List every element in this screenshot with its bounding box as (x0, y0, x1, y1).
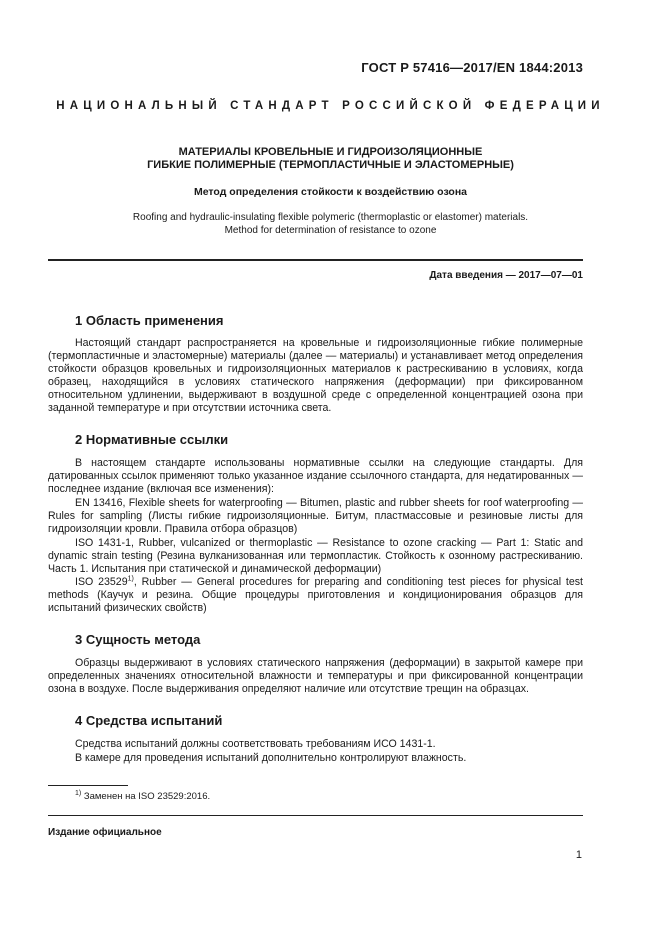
section-1-heading: 1 Область применения (75, 313, 224, 328)
title-line-1: МАТЕРИАЛЫ КРОВЕЛЬНЫЕ И ГИДРОИЗОЛЯЦИОННЫЕ (178, 146, 483, 158)
title-line-2: ГИБКИЕ ПОЛИМЕРНЫЕ (ТЕРМОПЛАСТИЧНЫЕ И ЭЛАСТОМЕРНЫЕ) (147, 159, 514, 171)
reference-iso-23529 (48, 576, 583, 615)
title-divider (48, 259, 583, 261)
reference-iso-23529-code: ISO 23529 (75, 576, 128, 588)
footnote-marker: 1) (127, 575, 134, 583)
page-number: 1 (575, 849, 582, 861)
section-3-paragraph: Образцы выдерживают в условиях статического напряжения (деформации) в закрытой камере при определенных значениях относительной влажности и температуры и при фиксированной концентрации озона в воздухе. После выдерживания определяют наличие или отсутствие трещин на образцах. (48, 657, 583, 696)
footnote-mark: 1) (75, 789, 82, 797)
section-4-paragraph-1: Средства испытаний должны соответствовать требованиям ИСО 1431-1. (75, 738, 436, 750)
reference-en-13416: EN 13416, Flexible sheets for waterproofing — Bitumen, plastic and rubber sheets for roof waterproofing — Rules for sampling (Листы гибкие гидроизоляционные. Битум, пластмассовые и резиновые листы для гидроизоляции кровли. Правила отбора образцов) (48, 497, 583, 536)
reference-iso-1431-1: ISO 1431-1, Rubber, vulcanized or thermoplastic — Resistance to ozone cracking — Part 1: Static and dynamic strain testing (Резина вулканизованная или термопластик. Стойкость к озонному растрескиванию. Часть 1. Испытания при статической и динамической деформации) (48, 537, 583, 576)
document-subtitle: Метод определения стойкости к воздействию озона (193, 186, 468, 198)
footnote (75, 791, 210, 802)
section-4-heading: 4 Средства испытаний (75, 713, 223, 728)
footnote-text: Заменен на ISO 23529:2016. (83, 791, 211, 802)
english-title-line-2: Method for determination of resistance to ozone (224, 225, 437, 236)
document-code: ГОСТ Р 57416—2017/EN 1844:2013 (361, 60, 583, 75)
section-2-heading: 2 Нормативные ссылки (75, 432, 229, 447)
reference-iso-23529-text: , Rubber — General procedures for preparing and conditioning test pieces for physical test methods (Каучук и резина. Общие процедуры приготовления и кондиционирования образцов для испытаний физических свойств) (48, 576, 583, 615)
footnote-divider (48, 785, 128, 786)
section-2-paragraph-1: В настоящем стандарте использованы нормативные ссылки на следующие стандарты. Для датированных ссылок применяют только указанное издание ссылочного стандарта, для недатированных — последнее издание (включая все изменения): (48, 457, 583, 496)
section-4-paragraph-2: В камере для проведения испытаний дополнительно контролируют влажность. (75, 752, 467, 764)
english-title (40, 211, 621, 237)
section-3-heading: 3 Сущность метода (75, 632, 201, 647)
document-title (40, 146, 621, 172)
introduction-date: Дата введения — 2017—07—01 (429, 270, 583, 281)
section-1-paragraph: Настоящий стандарт распространяется на кровельные и гидроизоляционные гибкие полимерные (термопластичные и эластомерные) материалы (далее — материалы) и устанавливает метод определения стойкости образцов кровельных и гидроизоляционных материалов к растрескиванию в условиях, когда образец, находящийся в условиях статического напряжения (деформации) при фиксированном относительном удлинении, выдерживают в воздушной среде с определенной концентрацией озона при заданной температуре и при отсутствии источника света. (48, 337, 583, 415)
standard-type-heading: НАЦИОНАЛЬНЫЙ СТАНДАРТ РОССИЙСКОЙ ФЕДЕРАЦИИ (56, 100, 605, 112)
english-title-line-1: Roofing and hydraulic-insulating flexible polymeric (thermoplastic or elastomer) materials. (132, 212, 529, 223)
official-edition-label: Издание официальное (48, 827, 162, 838)
footer-divider (48, 815, 583, 816)
